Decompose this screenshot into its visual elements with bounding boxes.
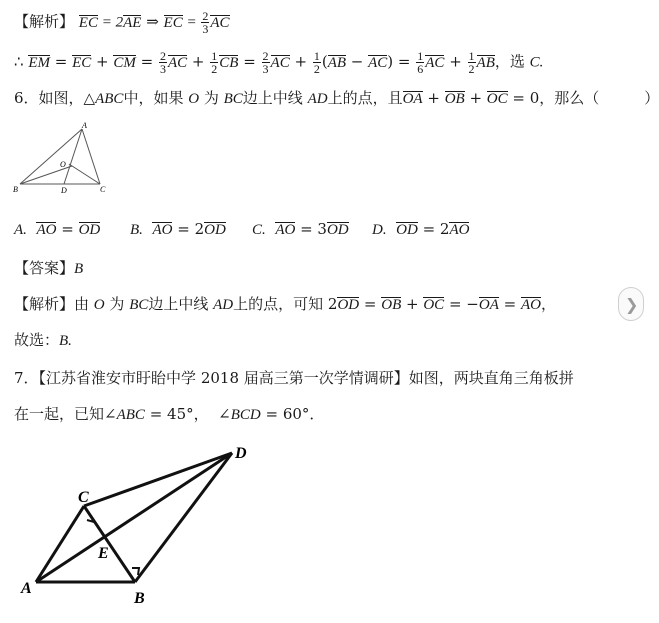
q6-analysis: 【解析】由 O 为 BC边上中线 AD上的点，可知 2OD = OB + OC = −OA = AO， — [14, 295, 556, 313]
q7-stem-line-1 — [14, 368, 574, 388]
text: 由 — [74, 295, 94, 313]
vector-ec: EC — [78, 14, 98, 31]
segment-ad: AD — [307, 91, 328, 107]
fraction: $\frac{1}{2}$ — [313, 49, 320, 76]
text: 边上中线 — [242, 89, 308, 107]
equals-text: = — [172, 220, 195, 238]
answer-letter: B — [74, 261, 84, 277]
text: 为 — [104, 295, 130, 313]
q6-conclusion — [14, 330, 72, 351]
option-a[interactable] — [14, 220, 100, 239]
vector-ao: AO — [520, 297, 541, 313]
label-d: D — [61, 186, 67, 195]
text: 中，如果 — [123, 89, 189, 107]
vector-ac: AC — [368, 54, 388, 71]
chevron-right-icon: ❯ — [625, 294, 639, 314]
answer-label: 【答案】 — [14, 259, 75, 277]
option-b[interactable] — [130, 220, 226, 239]
vector-ao: AO — [449, 222, 470, 238]
q6-answer — [14, 258, 83, 279]
vector-ec: EC — [72, 54, 92, 71]
text: = 45°， — [144, 405, 209, 423]
text: 如图，△ — [38, 89, 96, 107]
vector-cb: CB — [219, 54, 239, 71]
vector-od: OD — [396, 222, 418, 238]
text: = 0，那么（ ） — [507, 89, 659, 107]
label-a: A — [82, 121, 87, 130]
vector-ac: AC — [167, 54, 188, 71]
triangle-name: ABC — [95, 91, 124, 107]
vector-ao: AO — [36, 222, 57, 238]
point-o: O — [93, 297, 105, 313]
q7-triangles-figure — [18, 440, 268, 620]
vector-em: EM — [28, 54, 50, 71]
text: 在一起，已知∠ — [14, 405, 117, 423]
equals-text: = — [295, 220, 318, 238]
option-c[interactable] — [252, 220, 349, 239]
answer-letter: B. — [59, 333, 72, 349]
q6-stem: 6．如图，△ABC中，如果 O 为 BC边上中线 AD上的点，且OA + OB + OC = 0，那么（ ） — [14, 89, 659, 107]
fraction: $\frac{2}{3}$ — [159, 49, 166, 76]
analysis-label: 【解析】 — [14, 12, 75, 31]
text: 如图，两块直角三角板拼 — [408, 369, 574, 387]
text: = 60°． — [260, 405, 325, 423]
fraction: $\frac{1}{6}$ — [417, 49, 424, 76]
coefficient: 2 — [439, 220, 450, 238]
question-number: 7． — [14, 369, 39, 387]
option-letter: A. — [14, 222, 27, 238]
angle-bcd: BCD — [230, 407, 261, 423]
vector-ob: OB — [444, 91, 465, 107]
equals-text: = — [417, 220, 440, 238]
option-letter: D. — [372, 222, 387, 238]
vector-ac: AC — [425, 54, 445, 71]
label-d: D — [235, 445, 247, 462]
label-c: C — [100, 185, 106, 194]
label-b: B — [134, 590, 145, 607]
text: 边上中线 — [148, 295, 214, 313]
option-d[interactable] — [372, 220, 469, 239]
vector-oa: OA — [478, 297, 499, 313]
fraction: $\frac{2}{3}$ — [262, 49, 269, 76]
vector-ab: AB — [327, 54, 347, 71]
label-c: C — [78, 489, 89, 506]
vector-oa: OA — [402, 91, 423, 107]
question-source: 【江苏省淮安市盱眙中学 2018 届高三第一次学情调研】 — [38, 369, 409, 387]
coefficient: 3 — [317, 220, 327, 238]
vector-cm: CM — [113, 54, 136, 71]
segment-bc: BC — [129, 297, 149, 313]
therefore-symbol: ∴ — [14, 52, 29, 71]
vector-ob: OB — [381, 297, 402, 313]
vector-oc: OC — [486, 91, 508, 107]
vector-oc: OC — [423, 297, 445, 313]
prev-analysis-line-1 — [14, 10, 230, 35]
q7-stem-line-2: 在一起，已知∠ABC = 45°， ∠BCD = 60°． — [14, 405, 325, 423]
fraction: $\frac{2}{3}$ — [202, 9, 209, 36]
equals-text: = — [182, 14, 201, 31]
conclusion-text: 故选： — [14, 331, 60, 349]
next-page-button[interactable] — [618, 287, 644, 321]
segment-ad: AD — [213, 297, 234, 313]
vector-ab: AB — [476, 54, 495, 71]
vector-ae: AE — [123, 14, 142, 31]
prev-analysis-line-2: ∴ EM = EC + CM = $\frac{2}{3}$ AC + $\frac{1}{2}$ CB = $\frac{2}{3}$ AC + $\frac{1}{2}$ (AB − AC) = $\frac{1}{6}$ AC + $\frac{1}{2}$ AB，选 C. — [14, 49, 544, 76]
vector-od: OD — [204, 222, 226, 238]
vector-ao: AO — [275, 222, 296, 238]
text: 上的点，且 — [327, 89, 403, 107]
equals-text: = 2 — [97, 14, 124, 31]
vector-od: OD — [337, 297, 360, 313]
fraction: $\frac{1}{2}$ — [468, 49, 475, 76]
vector-od: OD — [78, 222, 101, 238]
vector-ec: EC — [163, 14, 183, 31]
point-o: O — [188, 91, 200, 107]
angle-abc: ABC — [116, 407, 145, 423]
option-letter: C. — [252, 222, 266, 238]
label-e: E — [98, 545, 109, 562]
answer-letter: C. — [529, 54, 544, 71]
analysis-label: 【解析】 — [14, 295, 75, 313]
equals-text: = — [56, 220, 79, 238]
label-a: A — [21, 580, 32, 597]
vector-ac: AC — [270, 54, 290, 71]
q6-triangle-figure — [12, 120, 112, 196]
fraction: $\frac{1}{2}$ — [211, 49, 218, 76]
text: 为 — [199, 89, 224, 107]
segment-bc: BC — [223, 91, 243, 107]
question-number: 6． — [14, 89, 39, 107]
label-b: B — [13, 185, 18, 194]
text: 上的点，可知 2 — [233, 295, 338, 313]
implies-symbol: ⇒ — [141, 12, 164, 31]
label-o: O — [60, 160, 66, 169]
vector-ao: AO — [152, 222, 173, 238]
coefficient: 2 — [194, 220, 205, 238]
vector-ac: AC — [210, 14, 230, 31]
choose-text: ，选 — [494, 52, 530, 71]
option-letter: B. — [130, 222, 143, 238]
vector-od: OD — [326, 222, 349, 238]
